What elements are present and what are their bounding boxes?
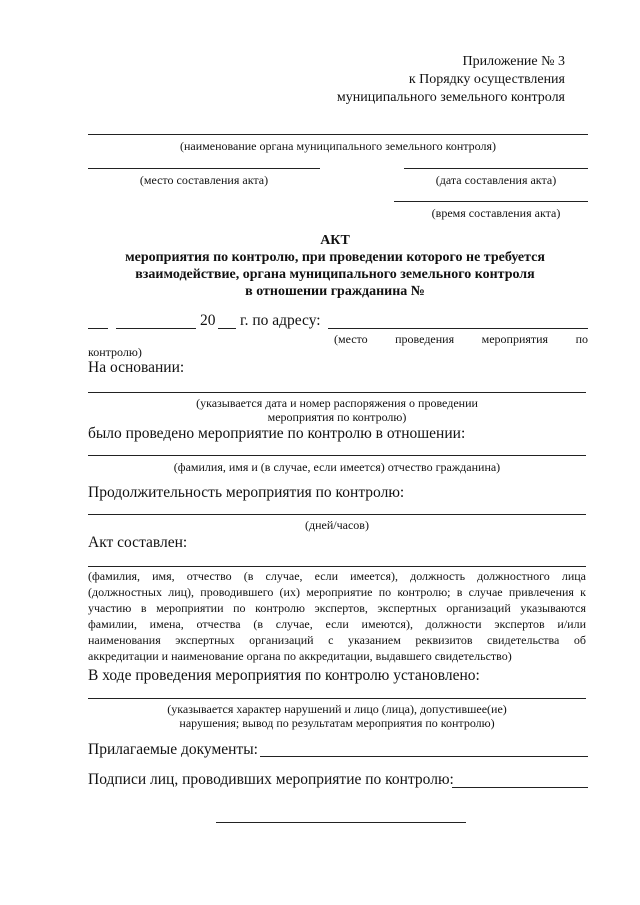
address-field[interactable] xyxy=(328,328,588,329)
day-field[interactable] xyxy=(88,328,108,329)
signatures-label: Подписи лиц, проводивших мероприятие по контролю: xyxy=(88,771,454,788)
composed-label: Акт составлен: xyxy=(88,534,188,551)
composed-caption-line: наименования экспертных организаций с указанием реквизитов свидетельства об xyxy=(88,633,586,647)
appendix-line-1: Приложение № 3 xyxy=(462,54,565,69)
findings-caption-1: (указывается характер нарушений и лицо (лица), допустившее(ие) xyxy=(167,702,507,716)
basis-caption-2: мероприятия по контролю) xyxy=(267,410,407,424)
findings-field[interactable] xyxy=(88,698,586,699)
document-title xyxy=(90,232,580,300)
basis-field[interactable] xyxy=(88,392,586,393)
address-caption-2: контролю) xyxy=(88,345,142,359)
composed-caption-line: фамилии, имена, отчества (в случае, если имеются), должности экспертов и/или xyxy=(88,617,586,631)
year-field[interactable] xyxy=(218,328,236,329)
duration-caption: (дней/часов) xyxy=(305,518,369,532)
composed-caption xyxy=(88,568,586,664)
findings-caption-2: нарушения; вывод по результатам мероприятия по контролю) xyxy=(179,716,495,730)
signature-field-extra[interactable] xyxy=(216,822,466,823)
composed-caption-line: аккредитации и наименование органа по аккредитации, выдавшего свидетельство) xyxy=(88,649,512,663)
appendix-header xyxy=(305,53,565,107)
subject-caption: (фамилия, имя и (в случае, если имеется) отчество гражданина) xyxy=(173,460,501,474)
basis-caption-1: (указывается дата и номер распоряжения о проведении xyxy=(196,396,478,410)
composed-caption-line: (фамилия, имя, отчество (в случае, если имеется), должность должностного лица xyxy=(88,569,586,583)
org-name-field[interactable] xyxy=(88,134,588,135)
time-field[interactable] xyxy=(394,201,588,202)
time-caption: (время составления акта) xyxy=(431,206,561,220)
subject-field[interactable] xyxy=(88,455,586,456)
title-line-2: мероприятия по контролю, при проведении которого не требуется xyxy=(125,250,545,265)
date-field[interactable] xyxy=(404,168,588,169)
findings-label: В ходе проведения мероприятия по контролю установлено: xyxy=(88,667,480,684)
subject-label: было проведено мероприятие по контролю в отношении: xyxy=(88,425,466,442)
org-name-caption: (наименование органа муниципального земельного контроля) xyxy=(179,139,497,153)
title-line-1: АКТ xyxy=(320,233,350,248)
signature-field[interactable] xyxy=(452,787,588,788)
appendix-line-2: к Порядку осуществления xyxy=(408,72,565,87)
title-line-4: в отношении гражданина № xyxy=(245,284,425,299)
appendix-line-3: муниципального земельного контроля xyxy=(336,90,565,105)
duration-label: Продолжительность мероприятия по контролю: xyxy=(88,484,405,501)
attached-field[interactable] xyxy=(260,756,588,757)
composed-caption-line: участию в мероприятии по контролю экспертов, экспертных организаций указываются xyxy=(88,601,586,615)
basis-label: На основании: xyxy=(88,359,185,376)
composed-field[interactable] xyxy=(88,566,586,567)
year-prefix: 20 xyxy=(200,312,216,329)
month-field[interactable] xyxy=(116,328,196,329)
date-caption: (дата составления акта) xyxy=(435,173,557,187)
title-line-3: взаимодействие, органа муниципального земельного контроля xyxy=(135,267,535,282)
address-label: г. по адресу: xyxy=(240,312,321,329)
attached-label: Прилагаемые документы: xyxy=(88,741,258,758)
place-caption: (место составления акта) xyxy=(139,173,269,187)
place-field[interactable] xyxy=(88,168,320,169)
address-caption-1: (место проведения мероприятия по xyxy=(334,332,588,346)
composed-caption-line: (должностных лиц), проводившего (их) мероприятие по контролю; в случае привлечения к xyxy=(88,585,586,599)
duration-field[interactable] xyxy=(88,514,586,515)
